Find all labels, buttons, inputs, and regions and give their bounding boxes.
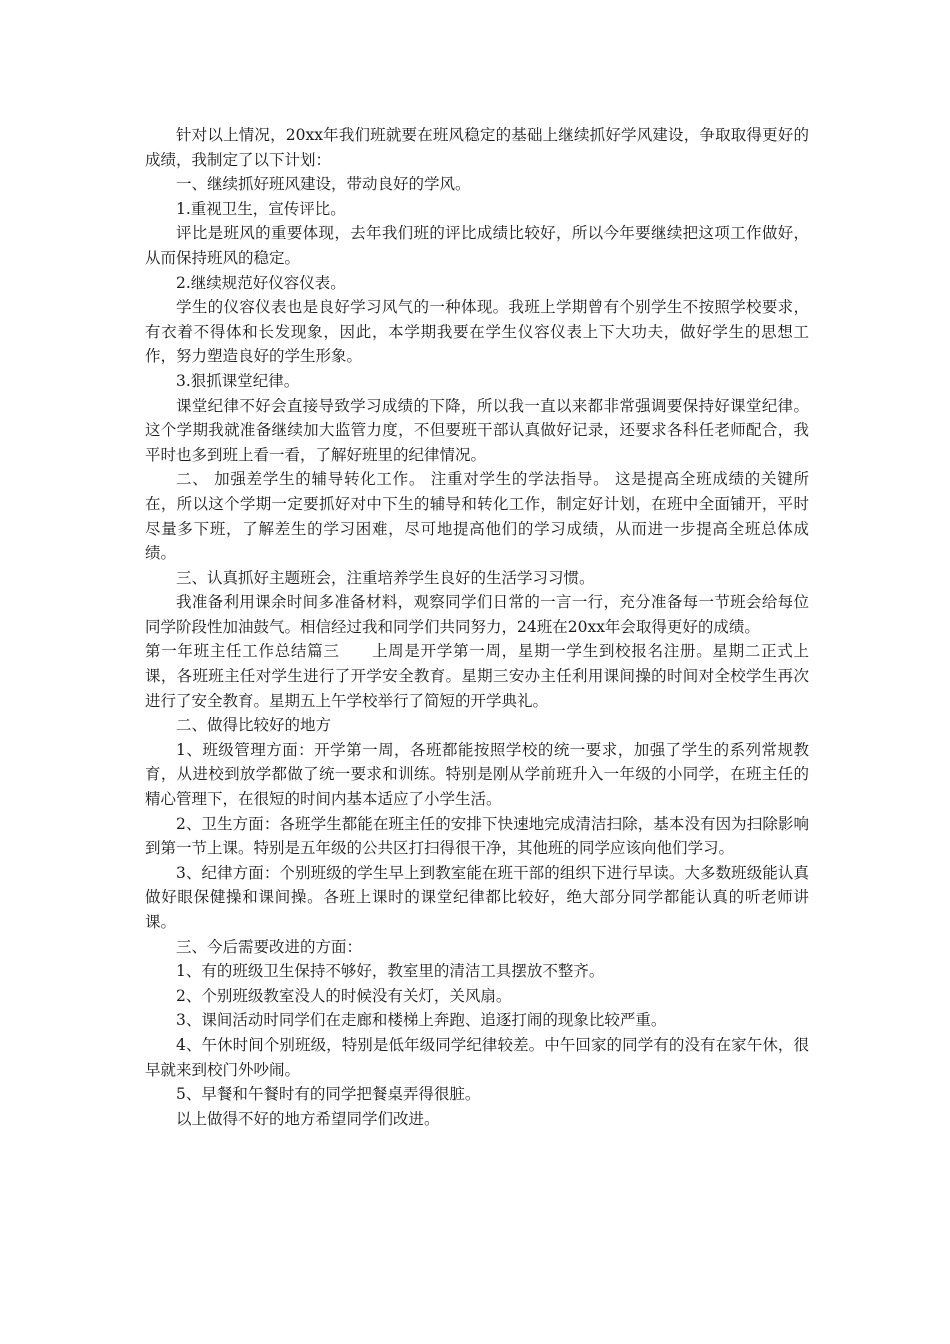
paragraph: 三、认真抓好主题班会，注重培养学生良好的生活学习习惯。 — [176, 568, 595, 587]
paragraph: 3、纪律方面：个别班级的学生早上到教室能在班干部的组织下进行早读。大多数班级能认真做好眼保健操和课间操。各班上课时的课堂纪律都比较好，绝大部分同学都能认真的听老师讲课。 — [145, 863, 809, 931]
paragraph: 2、个别班级教室没人的时候没有关灯，关风扇。 — [176, 986, 512, 1005]
paragraph: 3.狠抓课堂纪律。 — [176, 371, 300, 390]
paragraph: 评比是班风的重要体现，去年我们班的评比成绩比较好，所以今年要继续把这项工作做好，从而保持班风的稳定。 — [145, 224, 809, 267]
paragraph: 2、卫生方面：各班学生都能在班主任的安排下快速地完成清洁扫除，基本没有因为扫除影响到第一节上课。特别是五年级的公共区打扫得很干净，其他班的同学应该向他们学习。 — [145, 814, 809, 858]
paragraph: 三、今后需要改进的方面： — [176, 937, 363, 956]
paragraph: 二、 加强差学生的辅导转化工作。 注重对学生的学法指导。 这是提高全班成绩的关键所在，所以这个学期一定要抓好对中下生的辅导和转化工作，制定好计划，在班中全面铺开，平时尽量多下班，了解差生的学习困难，尽可地提高他们的学习成绩，从而进一步提高全班总体成绩。 — [145, 470, 809, 563]
paragraph: 第一年班主任工作总结篇三 上周是开学第一周，星期一学生到校报名注册。星期二正式上课，各班班主任对学生进行了开学安全教育。星期三安办主任利用课间操的时间对全校学生再次进行了安全教育。星期五上午学校举行了简短的开学典礼。 — [145, 642, 809, 710]
paragraph: 3、课间活动时同学们在走廊和楼梯上奔跑、追逐打闹的现象比较严重。 — [176, 1011, 667, 1030]
paragraph: 二、做得比较好的地方 — [176, 716, 332, 735]
paragraph: 5、早餐和午餐时有的同学把餐桌弄得很脏。 — [176, 1085, 481, 1104]
paragraph: 以上做得不好的地方希望同学们改进。 — [176, 1109, 440, 1128]
paragraph: 1.重视卫生，宣传评比。 — [176, 199, 346, 218]
paragraph: 1、有的班级卫生保持不够好，教室里的清洁工具摆放不整齐。 — [176, 962, 605, 981]
paragraph: 课堂纪律不好会直接导致学习成绩的下降，所以我一直以来都非常强调要保持好课堂纪律。这个学期我就准备继续加大监管力度，不但要班干部认真做好记录，还要求各科任老师配合，我平时也多到班上看一看，了解好班里的纪律情况。 — [145, 396, 809, 464]
paragraph: 一、继续抓好班风建设，带动良好的学风。 — [176, 175, 471, 194]
paragraph: 1、班级管理方面：开学第一周，各班都能按照学校的统一要求，加强了学生的系列常规教育，从进校到放学都做了统一要求和训练。特别是刚从学前班升入一年级的小同学，在班主任的精心管理下，在很短的时间内基本适应了小学生活。 — [145, 740, 809, 809]
paragraph: 我准备利用课余时间多准备材料，观察同学们日常的一言一行，充分准备每一节班会给每位同学阶段性加油鼓气。相信经过我和同学们共同努力，24班在20xx年会取得更好的成绩。 — [145, 593, 809, 636]
paragraph: 针对以上情况，20xx年我们班就要在班风稳定的基础上继续抓好学风建设，争取取得更好的成绩，我制定了以下计划： — [145, 126, 809, 169]
document-body — [145, 123, 809, 1131]
paragraph: 2.继续规范好仪容仪表。 — [176, 273, 346, 292]
paragraph: 学生的仪容仪表也是良好学习风气的一种体现。我班上学期曾有个别学生不按照学校要求，有衣着不得体和长发现象，因此，本学期我要在学生仪容仪表上下大功夫，做好学生的思想工作，努力塑造良好的学生形象。 — [145, 298, 809, 366]
paragraph: 4、午休时间个别班级，特别是低年级同学纪律较差。中午回家的同学有的没有在家午休，很早就来到校门外吵闹。 — [145, 1035, 809, 1079]
